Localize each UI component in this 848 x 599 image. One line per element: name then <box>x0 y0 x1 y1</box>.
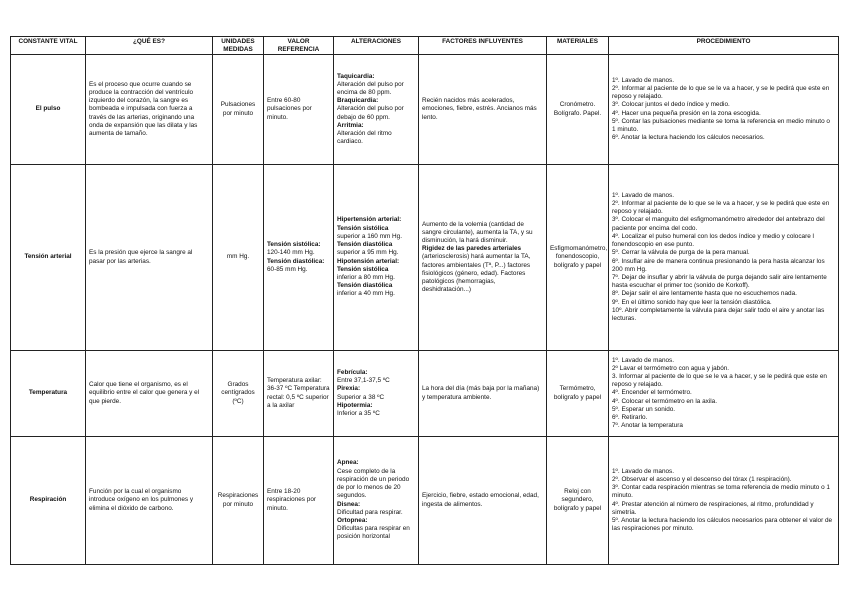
alteration-text: Inferior a 35 ºC <box>337 409 380 417</box>
procedure-step: 10º. Abrir completamente la válvula para dejar salir todo el aire y anotar las lecturas. <box>612 306 825 322</box>
header-constante-vital: CONSTANTE VITAL <box>11 37 86 55</box>
procedure <box>609 351 839 437</box>
procedure-step: 2º. Informar al paciente de lo que se le va a hacer, y se le pedirá que este en reposo y relajado. <box>612 84 830 101</box>
reference-text: 60-85 mm Hg. <box>267 265 308 273</box>
alteration-heading: Tensión diastólica <box>337 282 393 290</box>
procedure-step: 5º. Esperar un sonido. <box>612 405 676 413</box>
procedure-step: 1º. Lavado de manos. <box>612 356 675 364</box>
alteration-text: Superior a 38 ºC <box>337 393 385 401</box>
procedure-step: 4º. Hacer una pequeña presión en la zona escogida. <box>612 109 761 117</box>
materials: Termómetro, bolígrafo y papel <box>547 351 609 437</box>
alteration-heading: Taquicardia: <box>337 72 375 80</box>
alterations <box>334 351 419 437</box>
table-row <box>11 55 839 165</box>
procedure-step: 2º. Informar al paciente de lo que se le va a hacer, y se le pedirá que este en reposo y relajado. <box>612 200 830 216</box>
procedure-step: 5º. Contar las pulsaciones mediante se toma la referencia en medio minuto o 1 minuto. <box>612 117 830 133</box>
procedure-step: 8º. Dejar salir el aire lentamente hasta que no escuchemos nada. <box>612 290 797 298</box>
alteration-heading: Apnea: <box>337 459 359 467</box>
alteration-text: Entre 37,1-37,5 ºC <box>337 377 390 385</box>
reference-value: Entre 18-20 respiraciones por minuto. <box>264 437 334 565</box>
alteration-heading: Hipotensión arterial: <box>337 257 400 265</box>
materials: Cronómetro. Bolígrafo. Papel. <box>547 55 609 165</box>
alteration-heading: Hipotermia: <box>337 401 373 409</box>
alterations <box>334 437 419 565</box>
alteration-text: Alteración del ritmo cardiaco. <box>337 130 392 146</box>
vital-signs-table <box>10 36 839 565</box>
materials: Reloj con segundero, bolígrafo y papel <box>547 437 609 565</box>
definition: Calor que tiene el organismo, es el equilibrio entre el calor que genera y el que pierde. <box>86 351 213 437</box>
materials: Esfigmomanómetro, fonendoscopio, bolígrafo y papel <box>547 165 609 351</box>
vital-name: El pulso <box>11 55 86 165</box>
procedure-step: 2º Lavar el termómetro con agua y jabón. <box>612 364 730 372</box>
header-que-es: ¿QUÉ ES? <box>86 37 213 55</box>
factor-heading: Rigidez de las paredes arteriales <box>422 245 522 253</box>
alteration-text: inferior a 80 mm Hg. <box>337 273 395 281</box>
alteration-text: Dificultas para respirar en posición horizontal <box>337 525 410 541</box>
procedure-step: 1º. Lavado de manos. <box>612 191 675 199</box>
procedure-step: 4º. Prestar atención al número de respiraciones, al ritmo, profundidad y simetría. <box>612 500 814 516</box>
reference-value: Entre 60-80 pulsaciones por minuto. <box>264 55 334 165</box>
header-materiales: MATERIALES <box>547 37 609 55</box>
header-procedimiento: PROCEDIMIENTO <box>609 37 839 55</box>
units: Pulsaciones por minuto <box>213 55 264 165</box>
procedure-step: 3º. Contar cada respiración mientras se toma referencia de medio minuto o 1 minuto. <box>612 484 830 500</box>
alteration-heading: Tensión sistólica <box>337 265 389 273</box>
units: mm Hg. <box>213 165 264 351</box>
alteration-text: Dificultad para respirar. <box>337 508 403 516</box>
alteration-heading: Tensión diastólica <box>337 241 393 249</box>
procedure <box>609 55 839 165</box>
definition: Función por la cual el organismo introduce oxígeno en los pulmones y elimina el dióxido de carbono. <box>86 437 213 565</box>
procedure-step: 3º. Colocar juntos el dedo índice y medio. <box>612 101 730 109</box>
vital-name: Tensión arterial <box>11 165 86 351</box>
header-alteraciones: ALTERACIONES <box>334 37 419 55</box>
procedure-step: 4º. Localizar el pulso humeral con los dedos índice y medio y colocare l fonendoscopio en ese punto. <box>612 232 814 249</box>
reference-value: Temperatura axilar: 36-37 ºC Temperatura rectal: 0,5 ºC superior a la axilar <box>264 351 334 437</box>
procedure-step: 9º. En el último sonido hay que leer la tensión diastólica. <box>612 298 772 306</box>
procedure-step: 1º. Lavado de manos. <box>612 467 675 475</box>
alteration-heading: Febrícula: <box>337 368 368 376</box>
units: Grados centígrados (ºC) <box>213 351 264 437</box>
alteration-text: Cese completo de la respiración de un periodo de por lo menos de 20 segundos. <box>337 467 410 500</box>
procedure-step: 7º. Anotar la temperatura <box>612 422 683 430</box>
factor-text: (arteriosclerosis) hará aumentar la TA, factores ambientales (Tª, P...) factores fisiológicos (género, edad). Factores patológicos (hemorragias, deshidratación...) <box>422 253 531 294</box>
alterations <box>334 55 419 165</box>
procedure-step: 2º. Observar el ascenso y el descenso del tórax (1 respiración). <box>612 475 792 483</box>
procedure-step: 7º. Dejar de insuflar y abrir la válvula de purga dejando salir aire lentamente hasta escuchar el primer toc (sonido de Korkoff). <box>612 273 827 290</box>
alteration-text: Alteración del pulso por debajo de 60 ppm. <box>337 105 404 121</box>
alteration-heading: Pirexia: <box>337 385 361 393</box>
procedure-step: 3º. Colocar el manguito del esfigmomanómetro alrededor del antebrazo del paciente por encima del codo. <box>612 216 825 232</box>
header-unidades: UNIDADES MEDIDAS <box>213 37 264 55</box>
units: Respiraciones por minuto <box>213 437 264 565</box>
alteration-heading: Disnea: <box>337 500 361 508</box>
influencing-factors: Recién nacidos más acelerados, emociones, fiebre, estrés. Ancianos más lento. <box>419 55 547 165</box>
definition: Es el proceso que ocurre cuando se produce la contracción del ventrículo izquierdo del corazón, la sangre es bombeada e impulsada con fuerza a través de las arterias, originando una onda de expansión que las dilata y las aumenta de tamaño. <box>86 55 213 165</box>
influencing-factors <box>419 165 547 351</box>
procedure-step: 6º. Anotar la lectura haciendo los cálculos necesarios. <box>612 134 765 142</box>
alteration-heading: Tensión sistólica <box>337 224 389 232</box>
procedure-step: 3. Informar al paciente de lo que se le va a hacer, y se le pedirá que este en reposo y relajado. <box>612 372 827 389</box>
procedure-step: 5º. Anotar la lectura haciendo los cálculos necesarios para obtener el valor de las respiraciones por minuto. <box>612 516 833 533</box>
procedure-step: 6º. Insuflar aire de manera continua presionando la pera hasta alcanzar los 200 mm Hg. <box>612 257 825 273</box>
procedure-step: 4º. Colocar el termómetro en la axila. <box>612 397 717 405</box>
influencing-factors: La hora del día (más baja por la mañana) y temperatura ambiente. <box>419 351 547 437</box>
procedure-step: 4º. Encender el termómetro. <box>612 389 692 397</box>
factor-text: Aumento de la volemia (cantidad de sangre circulante), aumenta la TA, y su disminución, la hará disminuir. <box>422 220 533 244</box>
vital-name: Respiración <box>11 437 86 565</box>
procedure-step: 1º. Lavado de manos. <box>612 76 675 84</box>
reference-text: 120-140 mm Hg. <box>267 249 315 257</box>
procedure <box>609 437 839 565</box>
alteration-text: inferior a 40 mm Hg. <box>337 290 395 298</box>
alteration-heading: Hipertensión arterial: <box>337 216 402 224</box>
table-row <box>11 165 839 351</box>
vital-name: Temperatura <box>11 351 86 437</box>
procedure <box>609 165 839 351</box>
alterations <box>334 165 419 351</box>
procedure-step: 6º. Retirarlo. <box>612 414 648 421</box>
reference-heading: Tensión diastólica: <box>267 257 325 265</box>
header-valor-referencia: VALOR REFERENCIA <box>264 37 334 55</box>
alteration-heading: Arritmia: <box>337 121 364 129</box>
reference-heading: Tensión sistólica: <box>267 241 321 249</box>
alteration-heading: Ortopnea: <box>337 516 368 524</box>
alteration-text: superior a 95 mm Hg. <box>337 249 399 257</box>
reference-value <box>264 165 334 351</box>
header-row <box>11 37 839 55</box>
alteration-text: Alteración del pulso por encima de 80 ppm. <box>337 80 404 96</box>
alteration-heading: Braquicardia: <box>337 97 379 105</box>
procedure-step: 5º. Cerrar la válvula de purga de la pera manual. <box>612 249 750 257</box>
alteration-text: superior a 160 mm Hg. <box>337 232 402 240</box>
header-factores: FACTORES INFLUYENTES <box>419 37 547 55</box>
definition: Es la presión que ejerce la sangre al pasar por las arterias. <box>86 165 213 351</box>
influencing-factors: Ejercicio, fiebre, estado emocional, edad, ingesta de alimentos. <box>419 437 547 565</box>
table-row <box>11 351 839 437</box>
table-row <box>11 437 839 565</box>
